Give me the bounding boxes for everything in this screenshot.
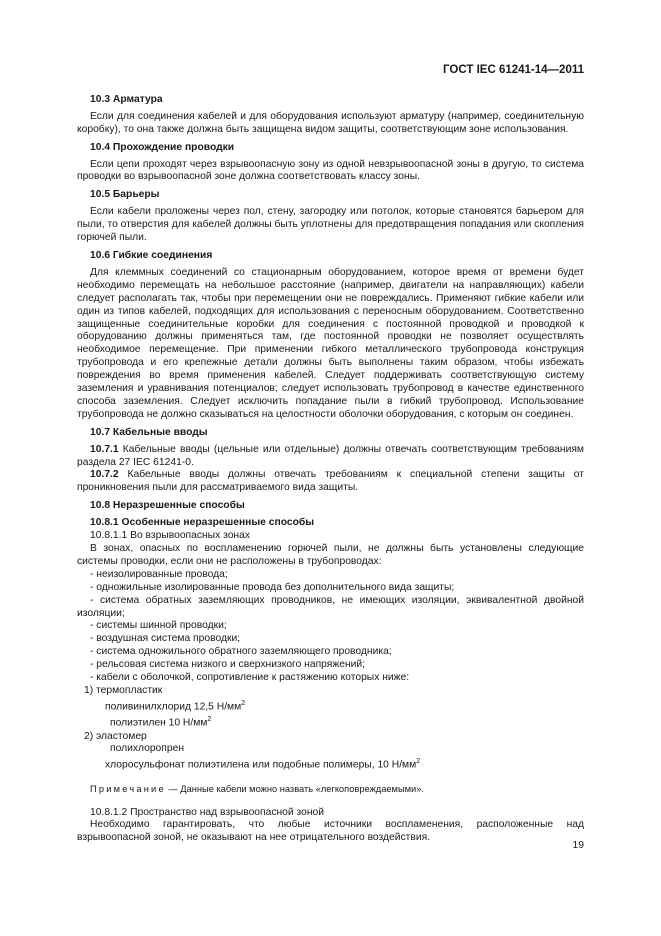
superscript: 2	[241, 699, 246, 707]
note-text: — Данные кабели можно назвать «легкоповреждаемыми».	[165, 783, 424, 794]
section-10-5-title: 10.5 Барьеры	[90, 189, 160, 201]
section-10-8-1-2-text: Необходимо гарантировать, что любые источники воспламенения, расположенные над взрывоопасной зоной, не оказывают на нее отрицательного воздействия.	[77, 819, 584, 844]
material-line: полихлоропрен	[110, 743, 185, 755]
prohibited-wiring-list	[77, 569, 584, 685]
section-10-6-text: Для клеммных соединений со стационарным оборудованием, которое время от времени будет необходимо перемещать на небольшое расстояние (например, двигатели на направляющих) кабели следует располагать так, чтобы при перемещении они не повреждались. Применяют гибкие кабели или один из типов кабелей, подходящих для использования с переносным оборудованием. Соответственно защищенные соединительные коробки для соединения с постоянной проводкой и проводкой к оборудованию должны применяться там, где постоянной проводки не позволяет осуществлять необходимое перемещение. При применении гибкого металлического трубопровода конструкция трубопровода и его крепежные детали должны быть выполнены таким образом, чтобы избежать повреждения во время применения кабелей. Следует поддерживать соответствующую систему заземления и уравнивания потенциалов; следует использовать трубопровод в качестве единственного способа заземления. Следует исключить попадание пыли в гибкий трубопровод. Использование трубопровода не должно сказываться на целостности оболочки оборудования, с которым он соединен.	[77, 266, 584, 420]
section-10-7-title: 10.7 Кабельные вводы	[90, 426, 208, 438]
material-line	[77, 698, 584, 714]
clause-number: 10.7.2	[90, 469, 119, 481]
section-10-7-1	[77, 444, 584, 470]
numbered-item-elastomer: 2) эластомер	[84, 730, 147, 742]
list-item: - система обратных заземляющих проводников, не имеющих изоляции, эквивалентной двойной изоляции;	[77, 594, 584, 619]
clause-number: 10.7.1	[90, 443, 119, 455]
clause-text: Кабельные вводы должны отвечать требованиям к специальной степени защиты от проникновения пыли для рассматриваемого вида защиты.	[77, 469, 584, 494]
list-item: - одножильные изолированные провода без дополнительного вида защиты;	[90, 581, 455, 593]
material-line	[77, 756, 584, 772]
section-10-3-title: 10.3 Арматура	[90, 93, 163, 105]
section-10-4-text: Если цепи проходят через взрывоопасную зону из одной невзрывоопасной зоны в другую, то система проводки во взрывоопасной зоне должна соответствовать классу зоны.	[77, 158, 584, 183]
section-10-8-1-1-intro: В зонах, опасных по воспламенению горючей пыли, не должны быть установлены следующие системы проводки, если они не расположены в трубопроводах:	[77, 543, 584, 567]
standard-header: ГОСТ IEC 61241-14—2011	[443, 64, 584, 76]
list-item: - неизолированные провода;	[90, 568, 228, 580]
note-label: Примечание	[90, 783, 166, 794]
numbered-item-thermoplastic: 1) термопластик	[84, 684, 163, 696]
list-item: - кабели с оболочкой, сопротивление к растяжению которых ниже:	[90, 672, 410, 684]
material-text: полиэтилен 10 Н/мм	[110, 717, 208, 729]
section-10-6-title: 10.6 Гибкие соединения	[90, 249, 213, 261]
material-text: хлоросульфонат полиэтилена или подобные полимеры, 10 Н/мм	[105, 759, 417, 771]
section-10-8-1-1-title: 10.8.1.1 Во взрывоопасных зонах	[90, 530, 250, 542]
list-item: - система одножильного обратного заземляющего проводника;	[90, 646, 392, 658]
page-number: 19	[572, 840, 584, 851]
section-10-5-text: Если кабели проложены через пол, стену, загородку или потолок, которые становятся барьером для пыли, то отверстия для кабелей должны быть уплотнены для предотвращения попадания или скопления горючей пыли.	[77, 206, 584, 244]
section-10-8-title: 10.8 Неразрешенные способы	[90, 500, 245, 512]
clause-text: Кабельные вводы (цельные или отдельные) должны отвечать соответствующим требованиям раздела 27 IEC 61241-0.	[77, 443, 584, 468]
material-text: поливинилхлорид 12,5 Н/мм	[105, 701, 242, 713]
list-item: - воздушная система проводки;	[90, 633, 241, 645]
note	[77, 783, 584, 796]
superscript: 2	[416, 758, 421, 766]
section-10-8-1-2-title: 10.8.1.2 Пространство над взрывоопасной зоной	[90, 806, 325, 818]
section-10-7-2	[77, 469, 584, 495]
section-10-8-1-title: 10.8.1 Особенные неразрешенные способы	[90, 517, 315, 529]
material-line	[77, 714, 584, 730]
section-10-4-title: 10.4 Прохождение проводки	[90, 141, 235, 153]
list-item: - системы шинной проводки;	[90, 620, 227, 632]
superscript: 2	[207, 716, 212, 724]
section-10-3-text: Если для соединения кабелей и для оборудования используют арматуру (например, соединительную коробку), то она также должна быть защищена видом защиты, соответствующим зоне использования.	[77, 110, 584, 135]
list-item: - рельсовая система низкого и сверхнизкого напряжений;	[90, 659, 366, 671]
